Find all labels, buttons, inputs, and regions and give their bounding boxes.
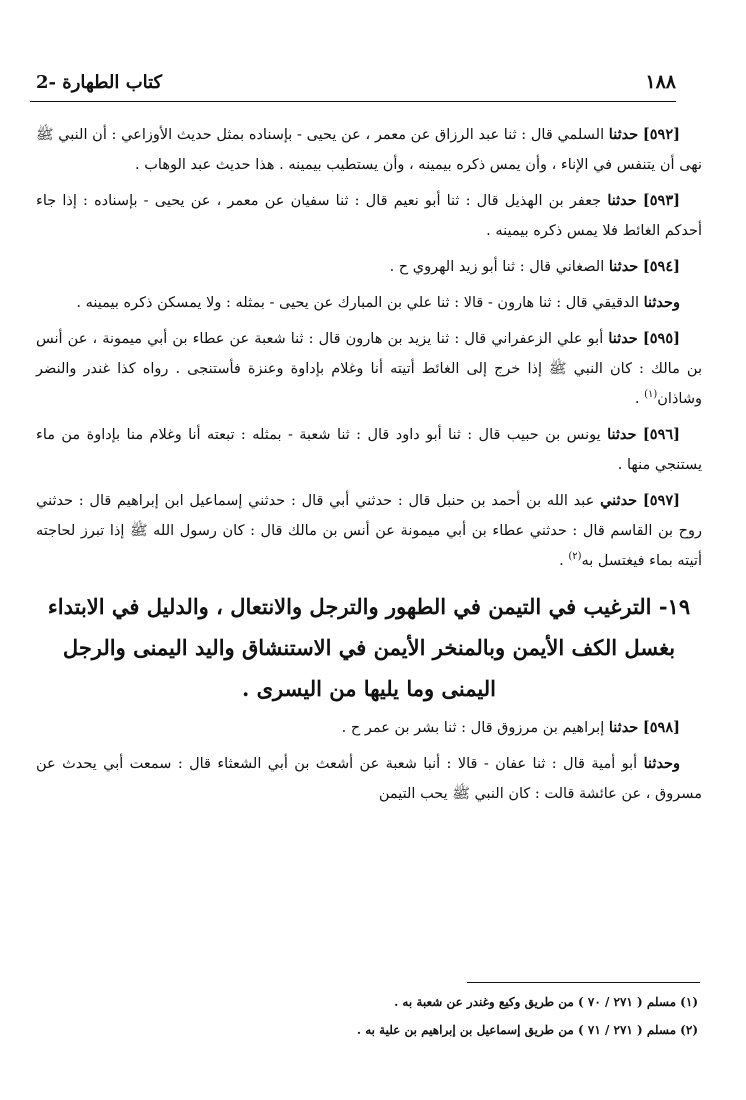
hadith-text: السلمي قال : ثنا عبد الرزاق عن معمر ، عن يحيى - بإسناده بمثل حديث الأوزاعي : أن النبي ﷺ نهى أن يتنفس في الإناء ، وأن يمس ذكره بيمينه ، وأن يستطيب بيمينه . هذا حديث عبد الوهاب . xyxy=(36,127,702,173)
hadith-text-end: . xyxy=(559,553,569,569)
hadith-number: [٥٩٥] xyxy=(642,330,680,347)
hadith-594 xyxy=(36,252,702,282)
hadith-598 xyxy=(36,713,702,743)
hadith-lead: حدثني xyxy=(600,492,638,509)
hadith-lead: وحدثنا xyxy=(643,755,681,772)
hadith-lead: وحدثنا xyxy=(643,294,680,311)
page-number: ١٨٨ xyxy=(645,71,676,93)
hadith-lead: حدثنا xyxy=(607,426,637,443)
hadith-lead: حدثنا xyxy=(608,330,638,347)
hadith-text: أبو أمية قال : ثنا عفان - قالا : أنبا شعبة عن أشعث بن أبي الشعثاء قال : سمعت أبي يحدث عن مسروق ، عن عائشة قالت : كان النبي ﷺ يحب التيمن xyxy=(36,756,702,802)
section-heading: ١٩- الترغيب في التيمن في الطهور والترجل والانتعال ، والدليل في الابتداء بغسل الكف الأيمن وبالمنخر الأيمن في الاستنشاق واليد اليمنى والرجل اليمنى وما يليها من اليسرى . xyxy=(47,594,691,701)
hadith-number: [٥٩٧] xyxy=(642,492,681,509)
hadith-text: أبو علي الزعفراني قال : ثنا يزيد بن هارون قال : ثنا شعبة عن عطاء بن أبي ميمونة ، عن أنس بن مالك : كان النبي ﷺ إذا خرج إلى الغائط أتيته أنا وغلام بإداوة وعنزة فأستنجى . رواه كذا غندر والنضر وشاذان xyxy=(36,331,702,407)
hadith-text: عبد الله بن أحمد بن حنبل قال : حدثني أبي قال : حدثني إسماعيل ابن إبراهيم قال : حدثني روح بن القاسم قال : حدثني عطاء بن أبي ميمونة عن أنس بن مالك قال : كان رسول الله ﷺ إذا تبرز لحاجته أتيته بماء فيغتسل به xyxy=(36,493,702,569)
footnotes xyxy=(36,988,698,1044)
chapter-title: 2- كتاب الطهارة xyxy=(36,71,163,93)
header-divider xyxy=(30,101,676,102)
hadith-text: جعفر بن الهذيل قال : ثنا أبو نعيم قال : ثنا سفيان عن معمر ، عن يحيى - بإسناده : إذا جاء أحدكم الغائط فلا يمس ذكره بيمينه . xyxy=(36,193,702,239)
hadith-lead: حدثنا xyxy=(607,192,637,209)
hadith-596 xyxy=(36,420,702,480)
hadith-lead: حدثنا xyxy=(608,719,639,736)
footnote-divider xyxy=(467,982,700,983)
hadith-text: يونس بن حبيب قال : ثنا أبو داود قال : ثنا شعبة - بمثله : تبعته أنا وغلام منا بإداوة من ماء يستنجي منها . xyxy=(36,427,702,473)
hadith-592 xyxy=(36,120,702,180)
page-header xyxy=(36,70,676,94)
hadith-598-continuation xyxy=(36,749,702,809)
hadith-number: [٥٩٣] xyxy=(642,192,680,209)
hadith-text: الصغاني قال : ثنا أبو زيد الهروي ح . xyxy=(389,259,605,275)
footnote-2: (٢) مسلم ( ٢٧١ / ٧١ ) من طريق إسماعيل بن إبراهيم بن علية به . xyxy=(356,1023,698,1037)
hadith-number: [٥٩٨] xyxy=(642,719,680,736)
footnote-ref[interactable]: (٢) xyxy=(568,551,582,563)
main-text xyxy=(36,120,702,815)
hadith-595 xyxy=(36,324,702,414)
hadith-number: [٥٩٦] xyxy=(642,426,681,443)
hadith-text: إبراهيم بن مرزوق قال : ثنا بشر بن عمر ح . xyxy=(341,720,605,736)
hadith-593 xyxy=(36,186,702,246)
hadith-lead: حدثنا xyxy=(608,126,639,143)
hadith-number: [٥٩٢] xyxy=(642,126,681,143)
footnote-1: (١) مسلم ( ٢٧١ / ٧٠ ) من طريق وكيع وغندر عن شعبة به . xyxy=(394,995,698,1009)
hadith-lead: حدثنا xyxy=(608,258,639,275)
hadith-text: الدقيقي قال : ثنا هارون - قالا : ثنا علي بن المبارك عن يحيى - بمثله : ولا يمسكن ذكره بيمينه . xyxy=(76,295,639,311)
footnote-ref[interactable]: (١) xyxy=(644,389,658,401)
hadith-594-continuation xyxy=(36,288,702,318)
hadith-text-end: . xyxy=(634,391,645,407)
hadith-number: [٥٩٤] xyxy=(642,258,680,275)
hadith-597 xyxy=(36,486,702,576)
